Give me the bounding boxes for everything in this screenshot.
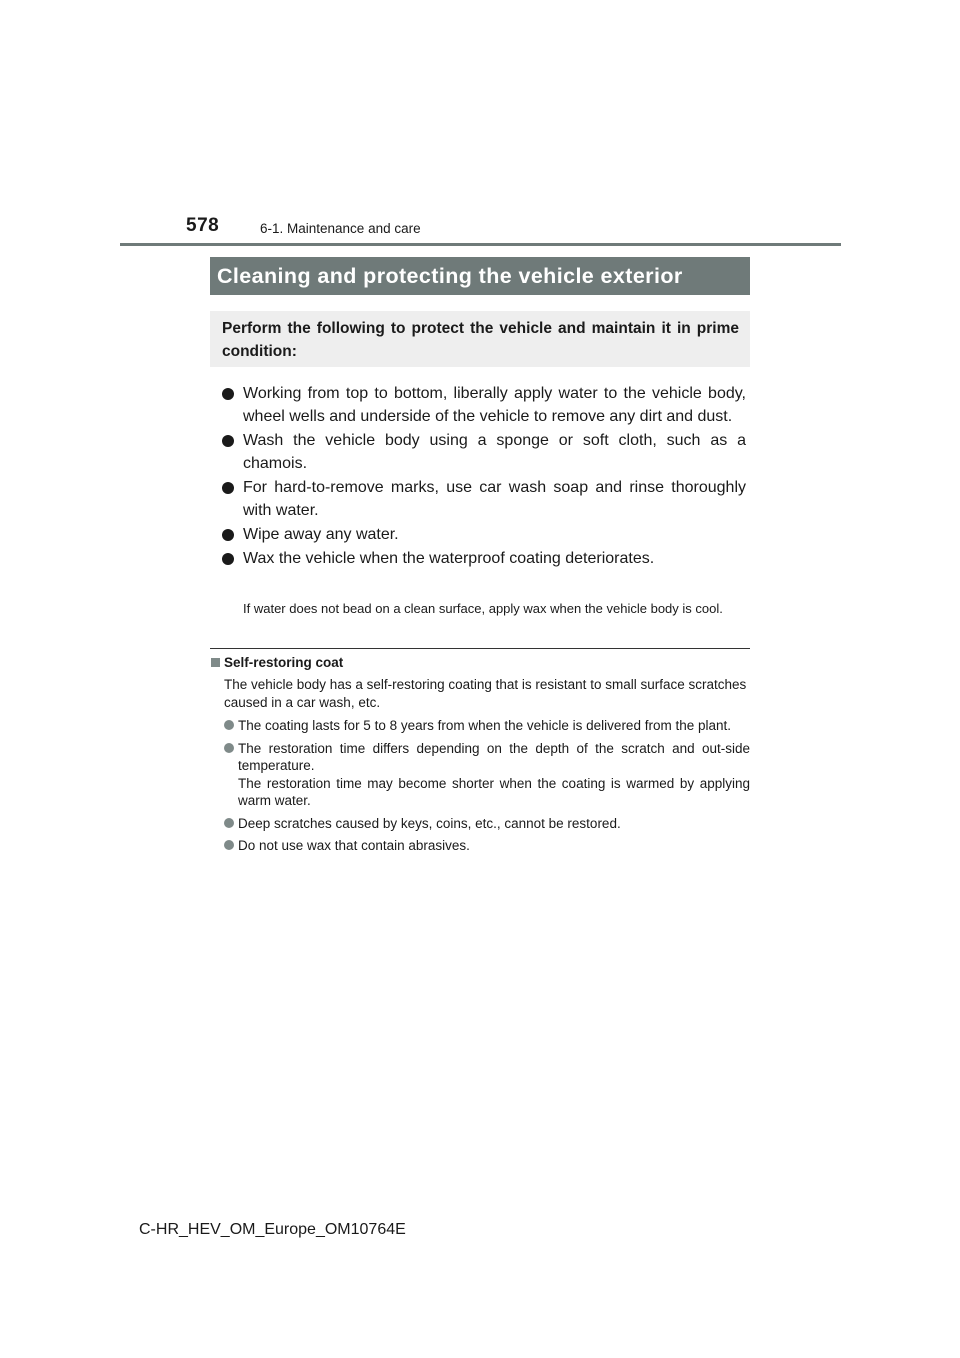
bullet-icon — [222, 529, 234, 541]
list-item — [224, 837, 750, 855]
list-item-text: Wipe away any water. — [243, 526, 399, 543]
square-bullet-icon — [211, 658, 220, 667]
title-bar — [210, 257, 750, 295]
list-item — [215, 476, 746, 522]
page-number: 578 — [186, 215, 220, 236]
list-item — [215, 547, 746, 570]
sub-heading — [211, 655, 343, 670]
bullet-icon — [222, 482, 234, 494]
bullet-icon — [224, 840, 234, 850]
sub-list — [224, 717, 750, 860]
footer-document-id: C-HR_HEV_OM_Europe_OM10764E — [139, 1221, 406, 1238]
list-item-text: The restoration time differs depending on the depth of the scratch and out-side temperature. — [238, 740, 750, 773]
bullet-icon — [224, 818, 234, 828]
list-item-text: Wash the vehicle body using a sponge or soft cloth, such as a chamois. — [243, 432, 746, 472]
list-item — [215, 523, 746, 546]
list-item-text: Wax the vehicle when the waterproof coating deteriorates. — [243, 550, 655, 567]
intro-box: Perform the following to protect the vehicle and maintain it in prime condition: — [210, 311, 750, 367]
bullet-icon — [224, 720, 234, 730]
section-reference: 6-1. Maintenance and care — [260, 221, 421, 236]
main-note: If water does not bead on a clean surface, apply wax when the vehicle body is cool. — [243, 601, 723, 616]
page-title: Cleaning and protecting the vehicle exterior — [217, 263, 683, 288]
list-item — [215, 429, 746, 475]
list-item — [224, 815, 750, 833]
bullet-icon — [224, 743, 234, 753]
bullet-icon — [222, 553, 234, 565]
list-item — [224, 740, 750, 810]
list-item — [224, 717, 750, 735]
list-item — [215, 382, 746, 428]
bullet-icon — [222, 435, 234, 447]
header-rule — [120, 243, 841, 246]
sub-description: The vehicle body has a self-restoring coating that is resistant to small surface scratches caused in a car wash, etc. — [224, 677, 747, 710]
bullet-icon — [222, 388, 234, 400]
section-divider — [210, 648, 750, 649]
list-item-text: Do not use wax that contain abrasives. — [238, 838, 470, 853]
sub-heading-text: Self-restoring coat — [224, 655, 344, 670]
list-item-text: For hard-to-remove marks, use car wash soap and rinse thoroughly with water. — [243, 479, 746, 519]
list-item-text: The coating lasts for 5 to 8 years from when the vehicle is delivered from the plant. — [238, 718, 731, 733]
list-item-extra-text: The restoration time may become shorter when the coating is warmed by applying warm water. — [238, 775, 750, 808]
list-item-text: Deep scratches caused by keys, coins, etc., cannot be restored. — [238, 815, 621, 831]
main-list — [215, 382, 746, 571]
list-item-text: Working from top to bottom, liberally apply water to the vehicle body, wheel wells and underside of the vehicle to remove any dirt and dust. — [243, 385, 746, 425]
